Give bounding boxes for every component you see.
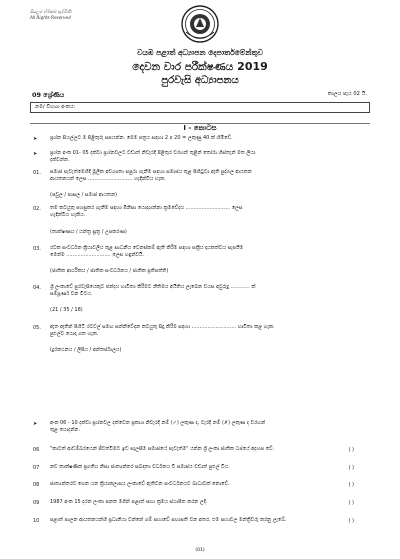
question-number: 09 — [33, 500, 40, 506]
question-options: (පවුල / පාසල / සමාජ ආයතන) — [50, 192, 117, 198]
exam-year: 2019 — [237, 60, 268, 73]
answer-bracket[interactable]: ( ) — [348, 447, 354, 453]
arrow-bullet-icon: ➤ — [33, 136, 38, 142]
question-number: 02. — [33, 206, 41, 212]
department-title: වයඹ පළාත් අධ්‍යාපන දෙපාර්තමේන්තුව — [137, 48, 263, 57]
question-number: 10 — [33, 518, 40, 524]
answer-bracket[interactable]: ( ) — [348, 500, 354, 506]
province-emblem-icon — [180, 4, 220, 44]
question-options: (දුරකථනය / ලිපිය / අන්තර්ජාලය) — [50, 347, 122, 353]
question-number: 08 — [33, 482, 40, 488]
name-index-box[interactable] — [30, 102, 370, 113]
question-text: ජාත්‍යන්තරව ගෙන යන ක්‍රියාකලාපය ලංකාවේ ඇතිවන සංවර්ධනයට බාධාවක් නොවේ. — [50, 481, 230, 487]
question-text: සමාජ පැවැත්මෙහිදී මූලික අවශ්‍යතා සපුරා ගැනීම සඳහා සමාජය තුළ පිහිටුවා ඇති පුද්ගල ආයතන ආයතනයන් ලෙස ............................ හැඳින්විය හැක. — [50, 169, 252, 183]
copyright-notice — [30, 9, 72, 20]
question-options: (ජාතික ආර්ථිකය / ජාතික සංවර්ධනය / ජාතික ප්‍රතිපත්ති) — [50, 268, 169, 274]
copyright-line: සියලුම හිමිකම් ඇවිරිණි — [30, 9, 72, 14]
question-options: (තාක්ෂණය / යන්ත්‍ර සූත්‍ර / උපකරණ) — [50, 229, 127, 235]
answer-bracket[interactable]: ( ) — [348, 465, 354, 471]
page-number: (01) — [195, 548, 205, 553]
question-number: 01. — [33, 170, 41, 176]
copyright-line: All Rights Reserved — [30, 14, 71, 20]
instruction-text: ප්‍රශ්න සියල්ලට ම පිළිතුරු සපයන්න. මෙම පත්‍රය සඳහා 2 x 20 = ලකුණු 40 ක් හිමිවේ. — [50, 135, 233, 141]
question-number: 06 — [33, 447, 40, 453]
arrow-bullet-icon: ➤ — [33, 421, 38, 427]
question-number: 05. — [33, 325, 41, 331]
instruction-text: අංක 06 - 10 දක්වා ප්‍රශ්නවල දක්වෙන ප්‍රකාශ නිවැරදි නම් (✓) ලකුණ ද, වැරදි නම් (✗) ලකුණ ද වරහන් තුළ යොදන්න. — [50, 420, 266, 434]
answer-bracket[interactable]: ( ) — [348, 518, 354, 524]
exam-name: දෙවන වාර පරීක්ෂණය — [132, 61, 234, 73]
subject-title: පුරවැසි අධ්‍යාපනය — [161, 75, 239, 86]
question-number: 04. — [33, 285, 41, 291]
answer-bracket[interactable]: ( ) — [348, 482, 354, 488]
arrow-bullet-icon: ➤ — [33, 151, 38, 157]
question-text: ශ්‍රී ලංකාවේ පුරවැසියෙකුට ඡන්දය භාවිතා කිරීමට නීතිමය අයිතිය ලැබෙන වයස අවුරුදු ............ ක් සම්පූර්ණ වන විටය. — [50, 284, 256, 298]
question-text: පළාත් පාලන ආයතනයන්හි ප්‍රධානියා වන්නේ ගම් සභාවේ සභාපති වන අතර, එම සභාවල මන්ත්‍රීවරු කරනු ලැබේ. — [50, 517, 287, 523]
question-text: "කාටත් ආඩම්බරයෙන් ජීවත්වීමට ඉඩ සැලසීම සමාජයේ පැවැත්ම" යන්න ශ්‍රී ලංකා ජාතික ධජයේ අදහස වේ. — [50, 446, 275, 452]
instruction-text: ප්‍රශ්න අංක 01- 05 දක්වා ප්‍රශ්නවලට වඩාත් නිවැරදි පිළිතුර වරහන් තුළින් තෝරා හිස්තැන් මත ලියා දක්වන්න. — [50, 150, 256, 164]
question-text: 1987 අංක 15 දරන ලංකා පනත මගින් පළාත් සභා ක්‍රමය ස්ථාපිත කරන ලදී. — [50, 499, 208, 505]
question-number: 07 — [33, 465, 40, 471]
grade-label: 09 ශ්‍රේණිය — [32, 91, 65, 99]
name-index-label: නම/ විභාග අංකය: — [35, 104, 76, 110]
part-title: I - කොටස — [183, 124, 217, 132]
exam-title — [0, 60, 400, 74]
question-text: තම කටයුතු පහසුකර ගැනීම සඳහා මිනිසා යොදාගන්නා ක්‍රමවේදය ............................ ලෙස හැඳින්විය හැකිය. — [50, 205, 243, 219]
question-text: ඇත ඈතින් පිහිටි රටවල් සමඟ සන්නිවේදන කටයුතු සිදු කිරීම සඳහා ............................ භාවිතා කළ හැක. පුළුල්ව යොදා ගත හැක. — [50, 324, 275, 338]
question-text: නව තාක්ෂණික ප්‍රගතිය නිසා ජාත්‍යන්තර සබඳතා වර්ධනය වී සමාජය වඩාත් පුළුල් විය. — [50, 464, 230, 470]
question-number: 03. — [33, 246, 41, 252]
time-label: කාලය පැය 02 යි. — [327, 91, 367, 97]
question-options: (21 / 35 / 18) — [50, 307, 83, 313]
question-text: රටක සංවර්ධන ක්‍රියාවලිය තුළ සාධනීය වෙනස්කම් ඇති කිරීම සඳහා සක්‍රීය දායකත්වය සැපයීම මෙන්ම ............................ ලෙස හඳුන්වයි. — [50, 245, 244, 259]
